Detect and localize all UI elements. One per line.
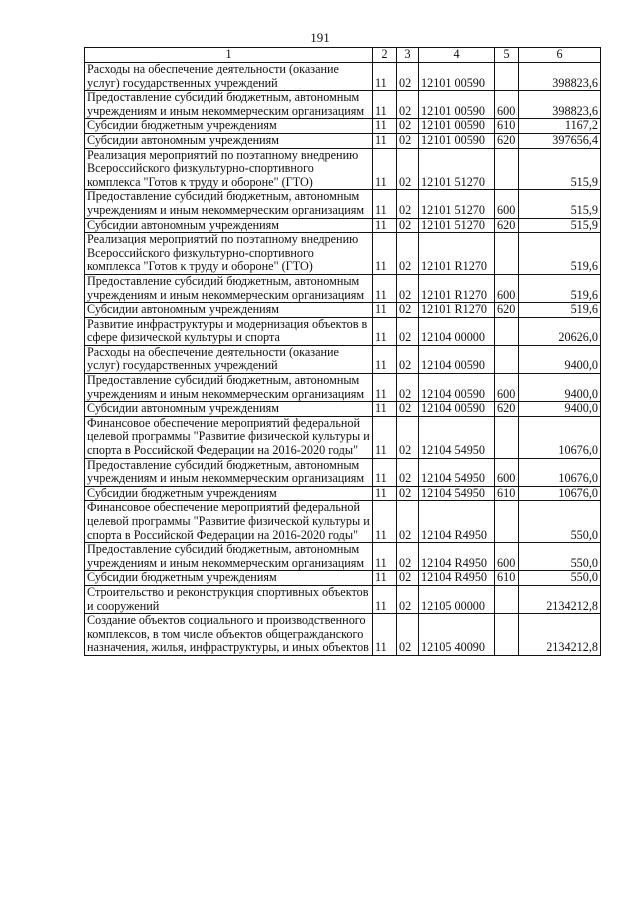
row-name: Расходы на обеспечение деятельности (оказание услуг) государственных учреждений	[85, 345, 373, 373]
row-target-code: 12105 40090	[419, 614, 495, 656]
row-expense-type: 600	[495, 458, 519, 486]
row-amount: 9400,0	[519, 402, 601, 417]
row-target-code: 12104 54950	[419, 416, 495, 458]
row-section: 11	[373, 148, 397, 190]
row-amount: 550,0	[519, 543, 601, 571]
row-name: Предоставление субсидий бюджетным, автономным учреждениям и иным некоммерческим организациям	[85, 190, 373, 218]
row-name: Расходы на обеспечение деятельности (оказание услуг) государственных учреждений	[85, 63, 373, 91]
table-row	[85, 148, 601, 190]
row-subsection: 02	[397, 218, 419, 233]
table-row	[85, 585, 601, 613]
table-row	[85, 317, 601, 345]
row-subsection: 02	[397, 543, 419, 571]
row-target-code: 12104 R4950	[419, 543, 495, 571]
row-name: Строительство и реконструкция спортивных объектов и сооружений	[85, 585, 373, 613]
row-amount: 9400,0	[519, 345, 601, 373]
row-subsection: 02	[397, 614, 419, 656]
row-amount: 20626,0	[519, 317, 601, 345]
row-subsection: 02	[397, 133, 419, 148]
row-expense-type	[495, 614, 519, 656]
row-section: 11	[373, 571, 397, 586]
row-section: 11	[373, 303, 397, 318]
row-section: 11	[373, 501, 397, 543]
row-amount: 2134212,8	[519, 585, 601, 613]
header-col-6: 6	[519, 48, 601, 63]
table-row	[85, 190, 601, 218]
row-expense-type: 600	[495, 91, 519, 119]
row-target-code: 12101 51270	[419, 148, 495, 190]
row-section: 11	[373, 274, 397, 302]
row-subsection: 02	[397, 402, 419, 417]
row-amount: 519,6	[519, 303, 601, 318]
row-target-code: 12101 00590	[419, 119, 495, 134]
row-target-code: 12101 00590	[419, 91, 495, 119]
table-row	[85, 614, 601, 656]
row-section: 11	[373, 345, 397, 373]
table-row	[85, 218, 601, 233]
row-subsection: 02	[397, 119, 419, 134]
table-row	[85, 374, 601, 402]
row-expense-type	[495, 148, 519, 190]
table-row	[85, 345, 601, 373]
row-name: Финансовое обеспечение мероприятий федеральной целевой программы "Развитие физической культуры и спорта в Российской Федерации на 2016-2020 годы"	[85, 416, 373, 458]
row-name: Реализация мероприятий по поэтапному внедрению Всероссийского физкультурно-спортивного комплекса "Готов к труду и обороне" (ГТО)	[85, 148, 373, 190]
row-name: Предоставление субсидий бюджетным, автономным учреждениям и иным некоммерческим организациям	[85, 91, 373, 119]
row-expense-type: 600	[495, 190, 519, 218]
header-col-1: 1	[85, 48, 373, 63]
table-row	[85, 458, 601, 486]
row-subsection: 02	[397, 345, 419, 373]
row-subsection: 02	[397, 233, 419, 275]
row-target-code: 12101 00590	[419, 133, 495, 148]
row-amount: 515,9	[519, 218, 601, 233]
row-name: Создание объектов социального и производственного комплексов, в том числе объектов общегражданского назначения, жилья, инфраструктуры, и иных объектов	[85, 614, 373, 656]
row-name: Реализация мероприятий по поэтапному внедрению Всероссийского физкультурно-спортивного комплекса "Готов к труду и обороне" (ГТО)	[85, 233, 373, 275]
row-section: 11	[373, 458, 397, 486]
row-subsection: 02	[397, 571, 419, 586]
table-row	[85, 274, 601, 302]
row-name: Предоставление субсидий бюджетным, автономным учреждениям и иным некоммерческим организациям	[85, 543, 373, 571]
row-subsection: 02	[397, 374, 419, 402]
row-amount: 10676,0	[519, 486, 601, 501]
row-amount: 519,6	[519, 274, 601, 302]
row-subsection: 02	[397, 303, 419, 318]
row-name: Субсидии автономным учреждениям	[85, 218, 373, 233]
table-body	[85, 63, 601, 656]
row-expense-type: 620	[495, 402, 519, 417]
row-target-code: 12104 00000	[419, 317, 495, 345]
table-row	[85, 119, 601, 134]
table-row	[85, 486, 601, 501]
row-amount: 2134212,8	[519, 614, 601, 656]
row-section: 11	[373, 317, 397, 345]
row-target-code: 12101 51270	[419, 190, 495, 218]
row-name: Предоставление субсидий бюджетным, автономным учреждениям и иным некоммерческим организациям	[85, 458, 373, 486]
row-name: Субсидии бюджетным учреждениям	[85, 119, 373, 134]
table-row	[85, 402, 601, 417]
row-target-code: 12101 R1270	[419, 303, 495, 318]
row-expense-type: 600	[495, 543, 519, 571]
row-target-code: 12104 R4950	[419, 501, 495, 543]
row-amount: 1167,2	[519, 119, 601, 134]
table-row	[85, 233, 601, 275]
header-col-4: 4	[419, 48, 495, 63]
row-target-code: 12101 00590	[419, 63, 495, 91]
row-target-code: 12104 54950	[419, 458, 495, 486]
row-name: Субсидии автономным учреждениям	[85, 402, 373, 417]
row-amount: 397656,4	[519, 133, 601, 148]
row-section: 11	[373, 133, 397, 148]
row-expense-type	[495, 233, 519, 275]
row-target-code: 12104 00590	[419, 345, 495, 373]
row-expense-type: 600	[495, 274, 519, 302]
row-section: 11	[373, 486, 397, 501]
row-amount: 10676,0	[519, 416, 601, 458]
row-name: Развитие инфраструктуры и модернизация объектов в сфере физической культуры и спорта	[85, 317, 373, 345]
table-row	[85, 63, 601, 91]
row-subsection: 02	[397, 317, 419, 345]
row-section: 11	[373, 585, 397, 613]
row-amount: 515,9	[519, 190, 601, 218]
row-subsection: 02	[397, 91, 419, 119]
table-row	[85, 571, 601, 586]
row-section: 11	[373, 543, 397, 571]
header-col-2: 2	[373, 48, 397, 63]
table-row	[85, 501, 601, 543]
row-subsection: 02	[397, 501, 419, 543]
row-expense-type	[495, 501, 519, 543]
row-expense-type: 610	[495, 119, 519, 134]
row-target-code: 12104 00590	[419, 374, 495, 402]
table-row	[85, 133, 601, 148]
row-section: 11	[373, 614, 397, 656]
row-target-code: 12101 R1270	[419, 274, 495, 302]
row-target-code: 12104 54950	[419, 486, 495, 501]
row-subsection: 02	[397, 416, 419, 458]
row-name: Субсидии автономным учреждениям	[85, 133, 373, 148]
row-expense-type	[495, 317, 519, 345]
header-col-3: 3	[397, 48, 419, 63]
row-expense-type	[495, 63, 519, 91]
row-amount: 10676,0	[519, 458, 601, 486]
row-amount: 515,9	[519, 148, 601, 190]
row-section: 11	[373, 416, 397, 458]
table-row	[85, 303, 601, 318]
row-name: Субсидии автономным учреждениям	[85, 303, 373, 318]
row-subsection: 02	[397, 274, 419, 302]
row-section: 11	[373, 91, 397, 119]
table-row	[85, 416, 601, 458]
table-row	[85, 543, 601, 571]
table-row	[85, 91, 601, 119]
row-subsection: 02	[397, 63, 419, 91]
row-target-code: 12101 51270	[419, 218, 495, 233]
row-section: 11	[373, 218, 397, 233]
row-amount: 550,0	[519, 571, 601, 586]
row-section: 11	[373, 63, 397, 91]
row-name: Субсидии бюджетным учреждениям	[85, 486, 373, 501]
budget-table	[84, 47, 601, 656]
row-section: 11	[373, 402, 397, 417]
row-amount: 398823,6	[519, 63, 601, 91]
row-name: Финансовое обеспечение мероприятий федеральной целевой программы "Развитие физической культуры и спорта в Российской Федерации на 2016-2020 годы"	[85, 501, 373, 543]
row-section: 11	[373, 374, 397, 402]
page-number: 191	[310, 30, 330, 45]
row-subsection: 02	[397, 148, 419, 190]
row-target-code: 12104 00590	[419, 402, 495, 417]
row-expense-type: 600	[495, 374, 519, 402]
row-subsection: 02	[397, 458, 419, 486]
row-section: 11	[373, 233, 397, 275]
row-section: 11	[373, 190, 397, 218]
row-expense-type	[495, 345, 519, 373]
row-expense-type: 620	[495, 303, 519, 318]
row-subsection: 02	[397, 486, 419, 501]
row-amount: 9400,0	[519, 374, 601, 402]
row-expense-type: 610	[495, 571, 519, 586]
row-target-code: 12104 R4950	[419, 571, 495, 586]
header-col-5: 5	[495, 48, 519, 63]
row-expense-type: 610	[495, 486, 519, 501]
row-expense-type: 620	[495, 218, 519, 233]
row-target-code: 12105 00000	[419, 585, 495, 613]
row-target-code: 12101 R1270	[419, 233, 495, 275]
row-subsection: 02	[397, 190, 419, 218]
row-amount: 398823,6	[519, 91, 601, 119]
row-section: 11	[373, 119, 397, 134]
row-expense-type	[495, 585, 519, 613]
row-subsection: 02	[397, 585, 419, 613]
row-name: Предоставление субсидий бюджетным, автономным учреждениям и иным некоммерческим организациям	[85, 274, 373, 302]
table-header-row	[85, 48, 601, 63]
row-expense-type	[495, 416, 519, 458]
row-amount: 519,6	[519, 233, 601, 275]
row-name: Субсидии бюджетным учреждениям	[85, 571, 373, 586]
row-amount: 550,0	[519, 501, 601, 543]
row-expense-type: 620	[495, 133, 519, 148]
row-name: Предоставление субсидий бюджетным, автономным учреждениям и иным некоммерческим организациям	[85, 374, 373, 402]
